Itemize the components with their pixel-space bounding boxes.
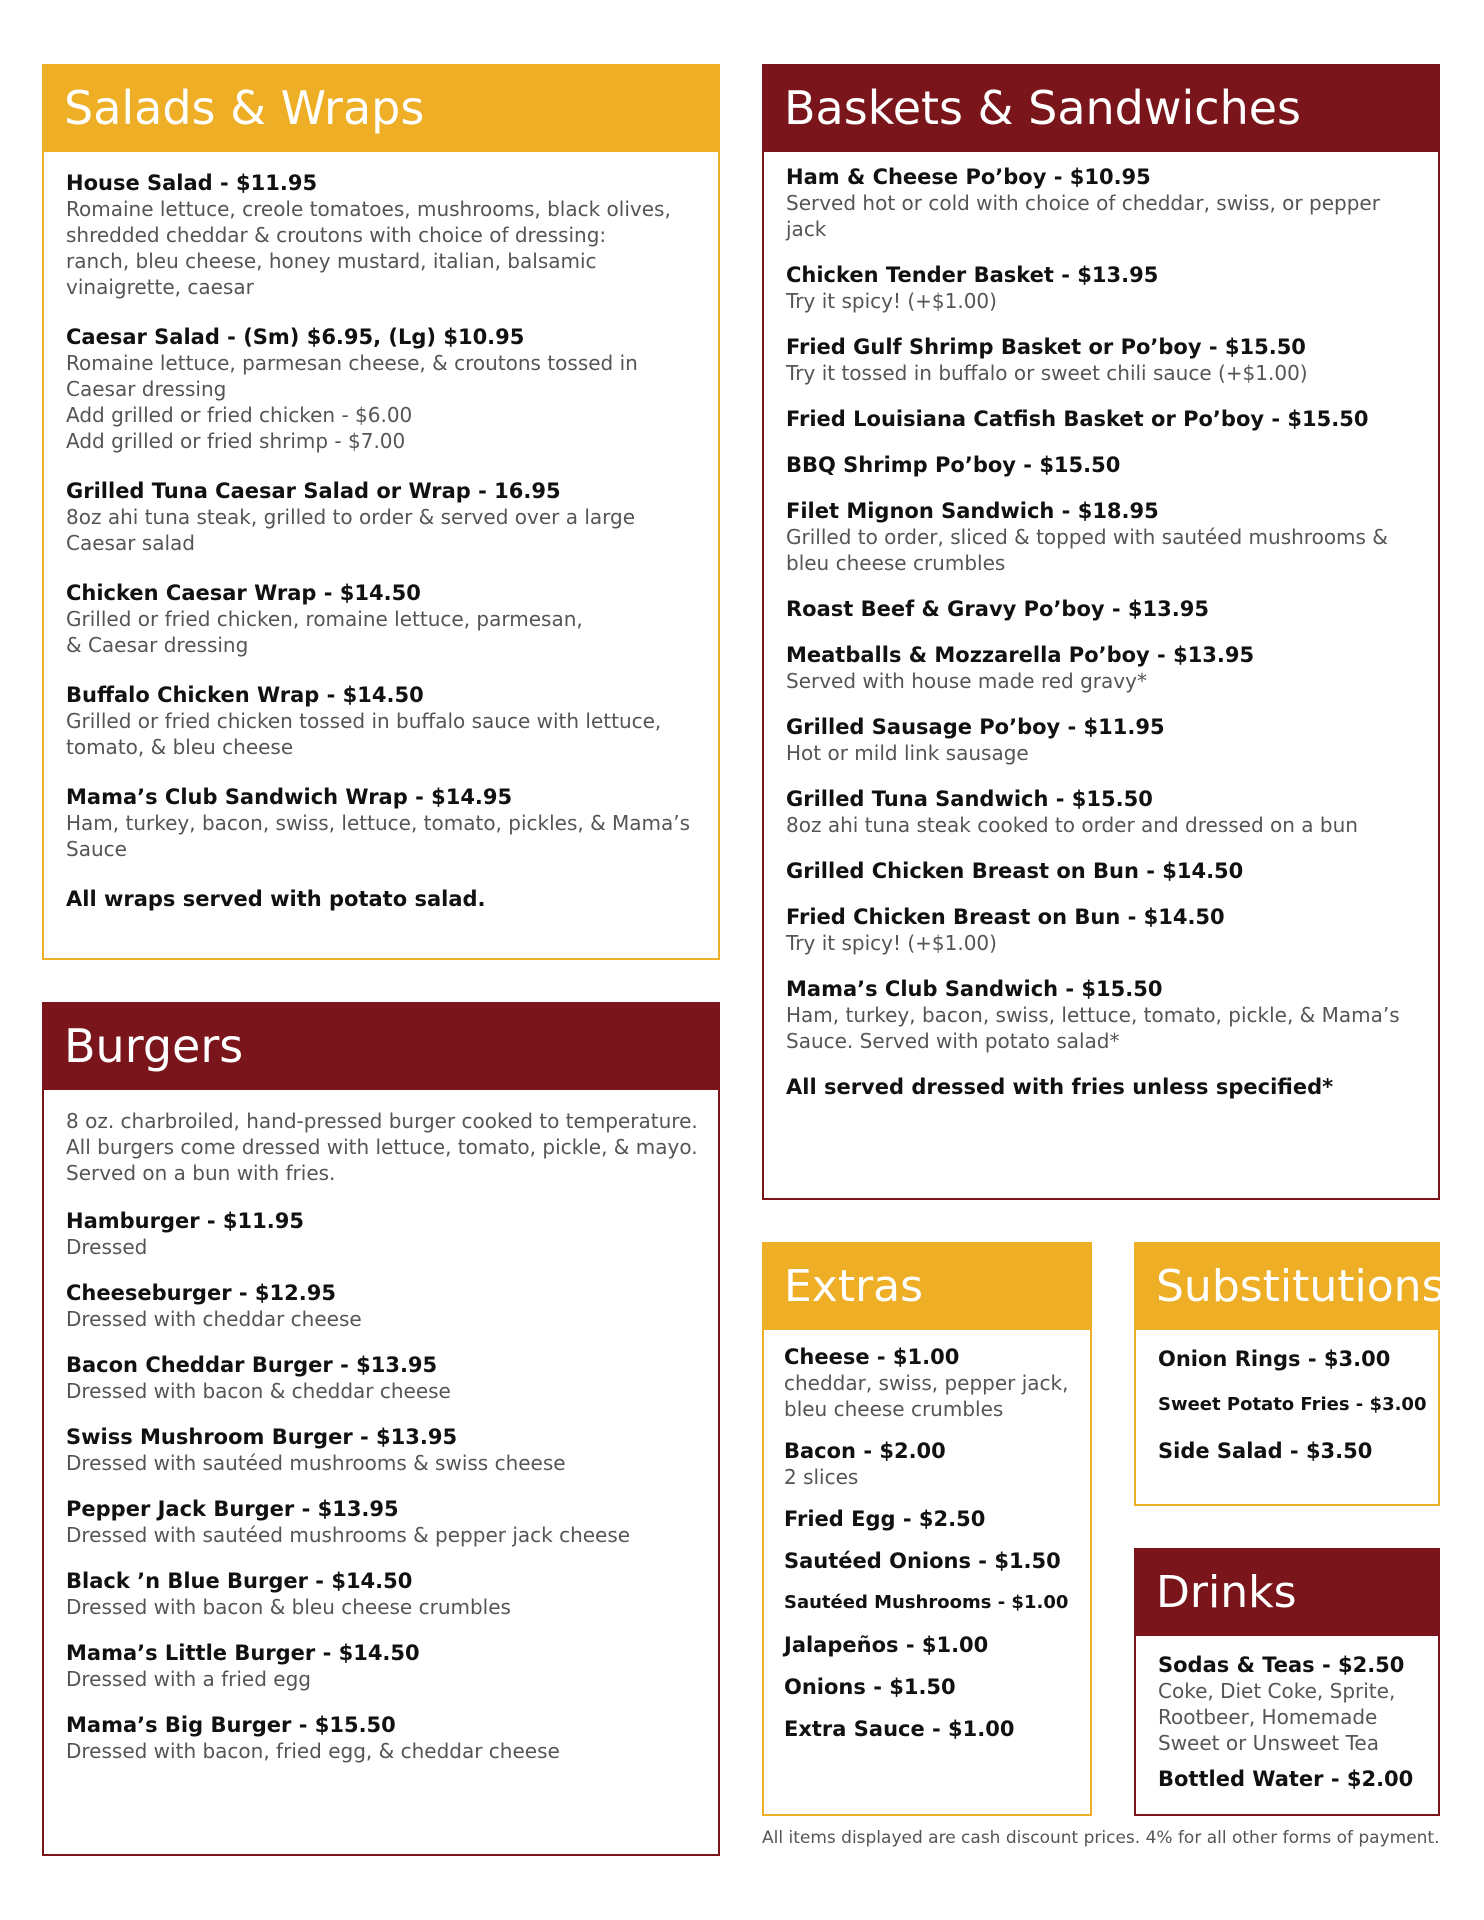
extras-list — [764, 1330, 1090, 1766]
menu-item — [66, 1280, 698, 1332]
section-title: Salads & Wraps — [64, 81, 425, 135]
substitutions-list — [1136, 1330, 1438, 1492]
item-description: Romaine lettuce, creole tomatoes, mushrooms, black olives, — [66, 197, 671, 221]
item-description: bleu cheese crumbles — [784, 1397, 1004, 1421]
menu-item — [786, 714, 1418, 766]
menu-item — [1158, 1392, 1428, 1418]
menu-item — [784, 1438, 1078, 1490]
item-name: Pepper Jack Burger - $13.95 — [66, 1497, 399, 1521]
drinks-header — [1134, 1548, 1440, 1636]
item-description: Try it spicy! (+$1.00) — [786, 931, 997, 955]
menu-item — [784, 1590, 1078, 1616]
item-description: Served hot or cold with choice of cheddar, swiss, or pepper jack — [786, 191, 1380, 241]
menu-item — [66, 1496, 698, 1548]
item-name: Grilled Sausage Po’boy - $11.95 — [786, 715, 1165, 739]
menu-item — [786, 904, 1418, 956]
item-description: Sauce — [66, 837, 127, 861]
item-description: Dressed with a fried egg — [66, 1667, 311, 1691]
menu-item — [786, 786, 1418, 838]
payment-footnote: All items displayed are cash discount prices. 4% for all other forms of payment. — [762, 1828, 1440, 1848]
item-description: tomato, & bleu cheese — [66, 735, 294, 759]
item-description: Dressed with bacon & bleu cheese crumbles — [66, 1595, 511, 1619]
item-description: Dressed with sautéed mushrooms & pepper jack cheese — [66, 1523, 631, 1547]
item-description: Served with house made red gravy* — [786, 669, 1147, 693]
item-description: 8oz ahi tuna steak, grilled to order & served over a large — [66, 505, 636, 529]
menu-item — [784, 1548, 1078, 1574]
item-name: Filet Mignon Sandwich - $18.95 — [786, 499, 1159, 523]
item-name: Mama’s Club Sandwich Wrap - $14.95 — [66, 785, 513, 809]
menu-item — [784, 1716, 1078, 1742]
section-title: Baskets & Sandwiches — [784, 81, 1301, 135]
item-name: Onion Rings - $3.00 — [1158, 1347, 1391, 1371]
item-name: Meatballs & Mozzarella Po’boy - $13.95 — [786, 643, 1255, 667]
burgers-intro: 8 oz. charbroiled, hand-pressed burger cooked to temperature. All burgers come dressed with lettuce, tomato, pickle, & mayo. Served on a bun with fries. — [66, 1109, 698, 1185]
menu-item — [784, 1506, 1078, 1532]
item-description: Try it spicy! (+$1.00) — [786, 289, 997, 313]
item-description: Grilled or fried chicken tossed in buffalo sauce with lettuce, — [66, 709, 662, 733]
menu-item — [66, 170, 698, 300]
item-description: bleu cheese crumbles — [786, 551, 1006, 575]
section-title: Substitutions — [1156, 1260, 1445, 1312]
menu-item — [66, 1568, 698, 1620]
section-title: Drinks — [1156, 1566, 1297, 1618]
extras-section — [762, 1242, 1092, 1816]
item-description: shredded cheddar & croutons with choice of dressing: — [66, 223, 607, 247]
item-name: Sweet Potato Fries - $3.00 — [1158, 1394, 1427, 1415]
menu-item — [786, 164, 1418, 242]
item-description: Hot or mild link sausage — [786, 741, 1029, 765]
salads-wraps-list — [44, 152, 718, 922]
item-description: Caesar salad — [66, 531, 195, 555]
burgers-list — [44, 1090, 718, 1794]
item-name: Fried Louisiana Catfish Basket or Po’boy - $15.50 — [786, 407, 1369, 431]
item-name: Jalapeños - $1.00 — [784, 1633, 989, 1657]
menu-item — [784, 1632, 1078, 1658]
menu-item — [786, 452, 1418, 478]
item-name: Hamburger - $11.95 — [66, 1209, 304, 1233]
baskets-sandwiches-header — [762, 64, 1440, 152]
item-name: Bacon - $2.00 — [784, 1439, 946, 1463]
menu-item — [66, 784, 698, 862]
burgers-header — [42, 1002, 720, 1090]
section-note: All wraps served with potato salad. — [66, 887, 486, 911]
menu-item — [66, 1208, 698, 1260]
item-name: Fried Gulf Shrimp Basket or Po’boy - $15.50 — [786, 335, 1306, 359]
substitutions-header — [1134, 1242, 1445, 1330]
item-name: Caesar Salad - (Sm) $6.95, (Lg) $10.95 — [66, 325, 525, 349]
item-name: Mama’s Club Sandwich - $15.50 — [786, 977, 1163, 1001]
item-name: Cheeseburger - $12.95 — [66, 1281, 336, 1305]
item-description: 2 slices — [784, 1465, 859, 1489]
menu-item — [786, 334, 1418, 386]
menu-item — [786, 596, 1418, 622]
item-name: Grilled Tuna Caesar Salad or Wrap - 16.95 — [66, 479, 561, 503]
salads-wraps-section — [42, 64, 720, 960]
item-description: Grilled or fried chicken, romaine lettuce, parmesan, — [66, 607, 583, 631]
item-description: vinaigrette, caesar — [66, 275, 254, 299]
item-name: Mama’s Big Burger - $15.50 — [66, 1713, 396, 1737]
item-name: Extra Sauce - $1.00 — [784, 1717, 1015, 1741]
menu-item — [1158, 1346, 1428, 1372]
extras-header — [762, 1242, 1092, 1330]
menu-item — [66, 324, 698, 454]
item-name: Sautéed Onions - $1.50 — [784, 1549, 1061, 1573]
item-name: Sautéed Mushrooms - $1.00 — [784, 1592, 1069, 1613]
item-description: Coke, Diet Coke, Sprite, — [1158, 1679, 1396, 1703]
menu-item — [786, 976, 1418, 1054]
item-description: Dressed with bacon & cheddar cheese — [66, 1379, 451, 1403]
menu-item — [66, 1712, 698, 1764]
item-name: Buffalo Chicken Wrap - $14.50 — [66, 683, 424, 707]
item-description: Sweet or Unsweet Tea — [1158, 1731, 1379, 1755]
item-description: Grilled to order, sliced & topped with sautéed mushrooms & — [786, 525, 1388, 549]
menu-item — [66, 478, 698, 556]
item-name: Grilled Tuna Sandwich - $15.50 — [786, 787, 1153, 811]
menu-item — [784, 1344, 1078, 1422]
item-name: Chicken Caesar Wrap - $14.50 — [66, 581, 421, 605]
item-description: Add grilled or fried shrimp - $7.00 — [66, 429, 406, 453]
baskets-sandwiches-list — [764, 152, 1438, 1110]
item-description: Try it tossed in buffalo or sweet chili sauce (+$1.00) — [786, 361, 1308, 385]
item-description: Dressed with sautéed mushrooms & swiss cheese — [66, 1451, 566, 1475]
item-description: & Caesar dressing — [66, 633, 249, 657]
item-name: Cheese - $1.00 — [784, 1345, 960, 1369]
item-description: Dressed with bacon, fried egg, & cheddar cheese — [66, 1739, 560, 1763]
item-name: Mama’s Little Burger - $14.50 — [66, 1641, 420, 1665]
item-description: cheddar, swiss, pepper jack, — [784, 1371, 1069, 1395]
substitutions-section — [1134, 1242, 1445, 1506]
item-description: 8oz ahi tuna steak cooked to order and dressed on a bun — [786, 813, 1358, 837]
burgers-section — [42, 1002, 720, 1856]
item-description: Caesar dressing — [66, 377, 227, 401]
item-name: Swiss Mushroom Burger - $13.95 — [66, 1425, 458, 1449]
item-name: House Salad - $11.95 — [66, 171, 318, 195]
item-name: Bacon Cheddar Burger - $13.95 — [66, 1353, 438, 1377]
menu-item — [66, 1640, 698, 1692]
item-name: BBQ Shrimp Po’boy - $15.50 — [786, 453, 1121, 477]
menu-item — [66, 580, 698, 658]
baskets-sandwiches-section — [762, 64, 1440, 1200]
menu-item — [786, 498, 1418, 576]
item-name: Black ’n Blue Burger - $14.50 — [66, 1569, 413, 1593]
item-name: Fried Egg - $2.50 — [784, 1507, 986, 1531]
item-name: Grilled Chicken Breast on Bun - $14.50 — [786, 859, 1244, 883]
menu-item — [786, 262, 1418, 314]
menu-item — [66, 682, 698, 760]
item-name: Onions - $1.50 — [784, 1675, 956, 1699]
item-name: Sodas & Teas - $2.50 — [1158, 1653, 1405, 1677]
section-title: Burgers — [64, 1019, 244, 1073]
salads-wraps-header — [42, 64, 720, 152]
item-description: Add grilled or fried chicken - $6.00 — [66, 403, 413, 427]
item-name: Roast Beef & Gravy Po’boy - $13.95 — [786, 597, 1209, 621]
menu-item — [784, 1674, 1078, 1700]
menu-item — [1158, 1766, 1428, 1792]
item-description: Ham, turkey, bacon, swiss, lettuce, tomato, pickle, & Mama’s — [786, 1003, 1400, 1027]
item-description: Sauce. Served with potato salad* — [786, 1029, 1120, 1053]
item-name: Bottled Water - $2.00 — [1158, 1767, 1414, 1791]
item-name: Side Salad - $3.50 — [1158, 1439, 1373, 1463]
menu-item — [786, 642, 1418, 694]
item-description: Romaine lettuce, parmesan cheese, & croutons tossed in — [66, 351, 638, 375]
item-description: Dressed with cheddar cheese — [66, 1307, 362, 1331]
menu-item — [786, 858, 1418, 884]
item-name: Chicken Tender Basket - $13.95 — [786, 263, 1159, 287]
menu-item — [786, 406, 1418, 432]
item-description: Dressed — [66, 1235, 148, 1259]
menu-item — [1158, 1652, 1428, 1756]
item-description: Ham, turkey, bacon, swiss, lettuce, tomato, pickles, & Mama’s — [66, 811, 691, 835]
menu-item — [66, 1352, 698, 1404]
menu-item — [1158, 1438, 1428, 1464]
section-title: Extras — [784, 1260, 924, 1312]
section-note: All served dressed with fries unless specified* — [786, 1075, 1334, 1099]
item-name: Fried Chicken Breast on Bun - $14.50 — [786, 905, 1225, 929]
item-description: Rootbeer, Homemade — [1158, 1705, 1378, 1729]
item-description: ranch, bleu cheese, honey mustard, italian, balsamic — [66, 249, 597, 273]
item-name: Ham & Cheese Po’boy - $10.95 — [786, 165, 1151, 189]
drinks-list — [1136, 1636, 1438, 1810]
menu-item — [66, 1424, 698, 1476]
drinks-section — [1134, 1548, 1440, 1816]
